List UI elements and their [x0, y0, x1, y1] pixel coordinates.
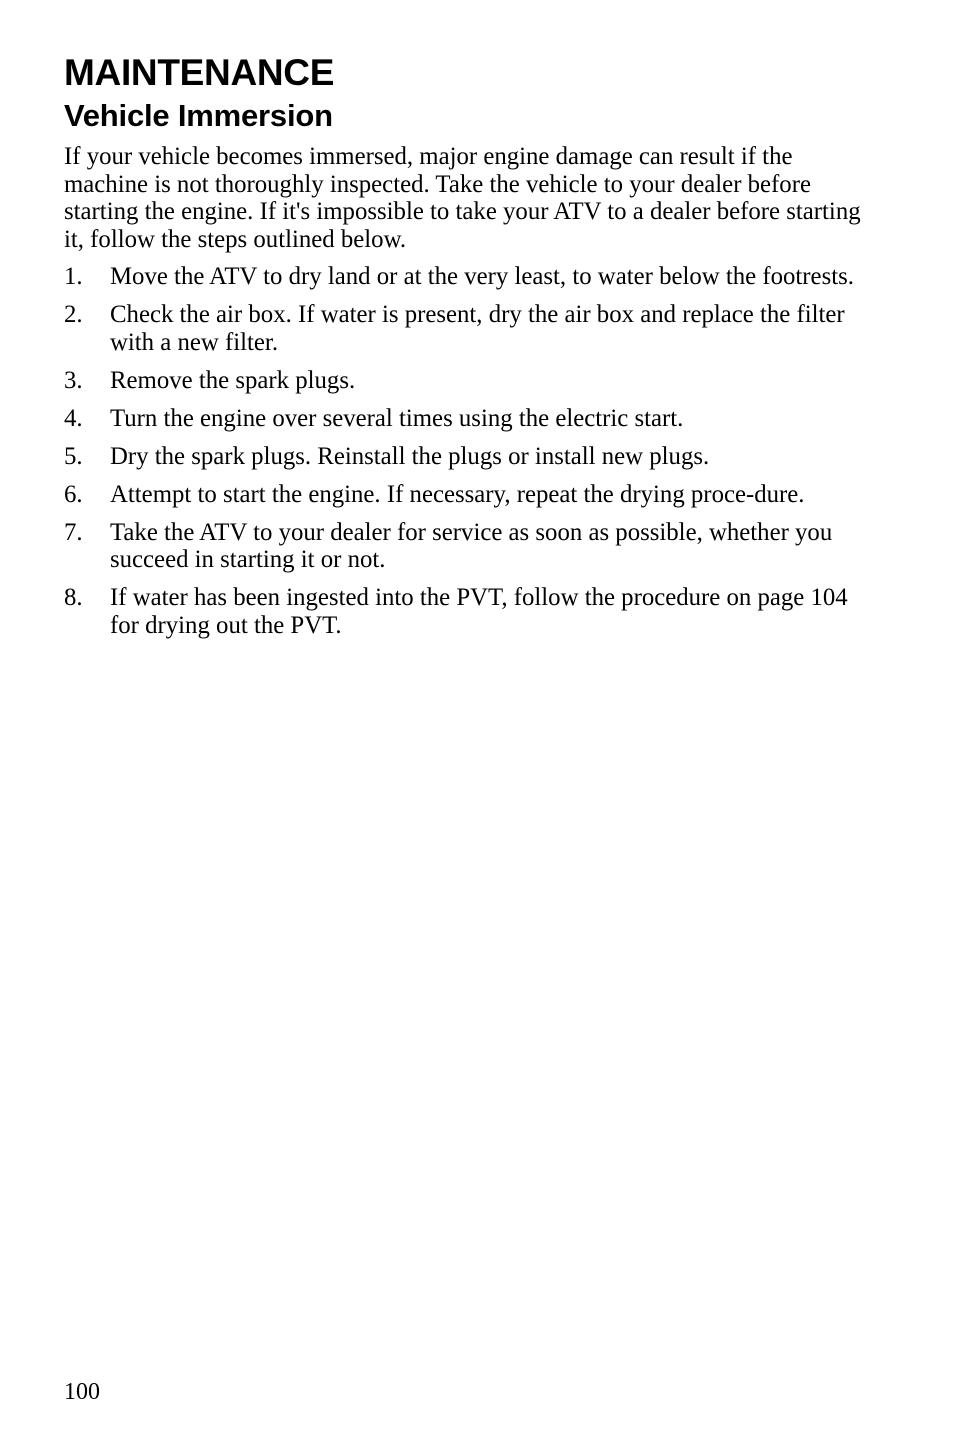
list-item	[64, 263, 864, 291]
list-item	[64, 443, 864, 471]
list-item	[64, 367, 864, 395]
list-item	[64, 405, 864, 433]
step-number: 6.	[64, 480, 83, 508]
list-item	[64, 481, 864, 509]
step-text: Check the air box. If water is present, dry the air box and replace the filter with a new filter.	[110, 301, 845, 356]
step-text: Turn the engine over several times using the electric start.	[110, 404, 684, 432]
step-text: Attempt to start the engine. If necessary, repeat the drying proce-dure.	[110, 480, 805, 508]
steps-list	[64, 263, 864, 639]
list-item	[64, 584, 864, 639]
list-item	[64, 301, 864, 356]
page-content	[64, 50, 864, 650]
intro-paragraph: If your vehicle becomes immersed, major engine damage can result if the machine is not thoroughly inspected. Take the vehicle to your dealer before starting the engine. If it's impossible to take your ATV to a dealer before starting it, follow the steps outlined below.	[64, 143, 861, 253]
step-number: 2.	[64, 301, 83, 328]
step-number: 3.	[64, 366, 83, 394]
step-number: 4.	[64, 404, 83, 432]
step-text: Take the ATV to your dealer for service as soon as possible, whether you succeed in starting it or not.	[110, 518, 833, 573]
step-number: 8.	[64, 584, 83, 611]
step-text: If water has been ingested into the PVT, follow the procedure on page 104 for drying out the PVT.	[110, 584, 848, 639]
step-text: Dry the spark plugs. Reinstall the plugs or install new plugs.	[110, 442, 710, 470]
page-number: 100	[64, 1379, 100, 1405]
step-number: 1.	[64, 263, 83, 290]
step-text: Move the ATV to dry land or at the very least, to water below the footrests.	[110, 263, 854, 290]
step-number: 5.	[64, 442, 83, 470]
step-text: Remove the spark plugs.	[110, 366, 356, 394]
section-title: MAINTENANCE	[64, 52, 335, 93]
step-number: 7.	[64, 518, 83, 546]
subsection-title: Vehicle Immersion	[64, 98, 333, 133]
list-item	[64, 519, 864, 574]
